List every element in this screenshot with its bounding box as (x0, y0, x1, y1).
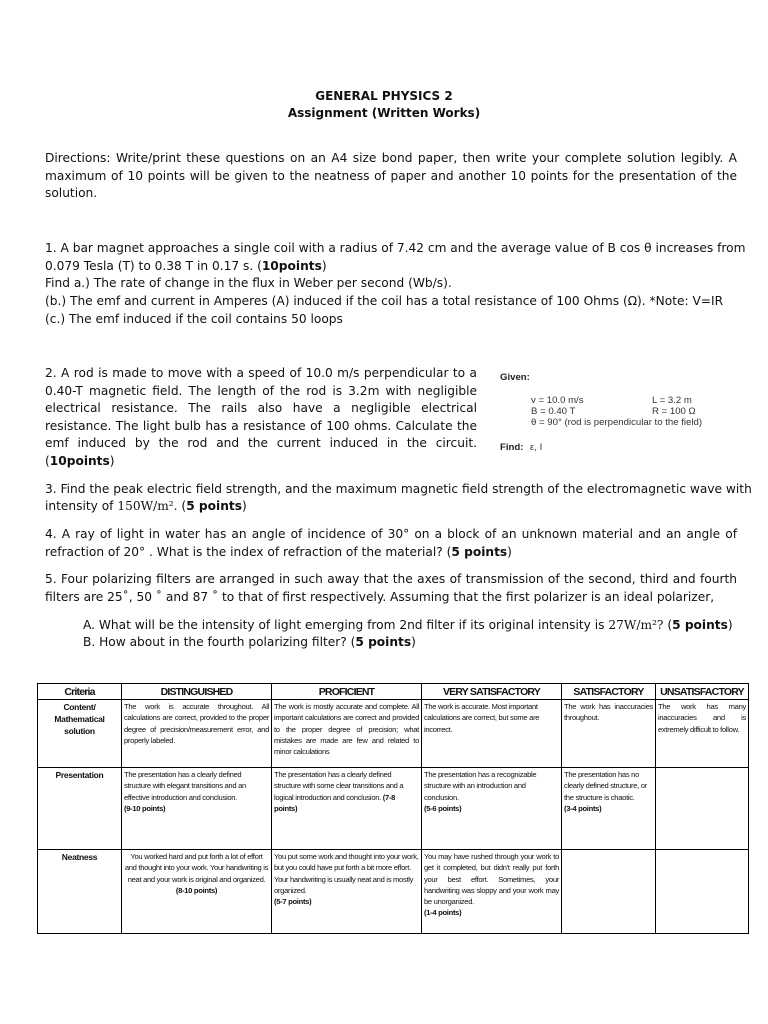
header-very-satisfactory: VERY SATISFACTORY (422, 684, 562, 700)
header-distinguished: DISTINGUISHED (122, 684, 272, 700)
q3-points: 5 points (186, 499, 242, 513)
cell-proficient: The presentation has a clearly defined structure with some clear transitions and a logical introduction and conclusion. (7-8 points) (272, 768, 422, 850)
given-B: B = 0.40 T (531, 406, 576, 417)
q5a-points: 5 points (672, 618, 728, 632)
q2-text: 2. A rod is made to move with a speed of 10.0 m/s perpendicular to a 0.40-T magnetic field. The length of the rod is 3.2m with negligible electrical resistance. The rails also have a negligible electrical resistance. The light bulb has a resistance of 100 ohms. Calculate the emf induced by the rod and the current induced in the circuit. (10points) (45, 366, 477, 468)
criteria-content: Content/ Mathematical solution (38, 700, 122, 768)
q3-line1: 3. Find the peak electric field strength, and the maximum magnetic field strength of the electromagnetic wave with (45, 482, 752, 496)
header-proficient: PROFICIENT (272, 684, 422, 700)
document-title: GENERAL PHYSICS 2 (315, 89, 453, 103)
header-satisfactory: SATISFACTORY (562, 684, 656, 700)
points-label: (8-10 points) (175, 885, 218, 895)
q1-line1: 1. A bar magnet approaches a single coil with a radius of 7.42 cm and the average value of B cos θ increases from (45, 241, 746, 255)
cell-satisfactory: The presentation has no clearly defined structure, or the structure is chaotic. (3-4 points) (562, 768, 656, 850)
criteria-neatness: Neatness (38, 850, 122, 934)
cell-proficient: The work is mostly accurate and complete. All important calculations are correct and provided to the proper degree of precision; what mistakes are made are few and related to minor calculations (272, 700, 422, 768)
q5-part-b: B. How about in the fourth polarizing filter? (5 points) (83, 635, 416, 649)
q1-points: 10points (261, 259, 322, 273)
rubric-table (37, 683, 749, 934)
points-label: (3-4 points) (564, 803, 602, 813)
cell-satisfactory (562, 850, 656, 934)
cell-very-satisfactory: The presentation has a recognizable structure with an introduction and conclusion. (5-6 points) (422, 768, 562, 850)
cell-proficient: You put some work and thought into your work, but you could have put forth a bit more effort. Your handwriting is usually neat and is mostly organized. (5-7 points) (272, 850, 422, 934)
q3-intensity: 150W/m². (117, 499, 178, 513)
criteria-presentation: Presentation (38, 768, 122, 850)
rubric-row-presentation (38, 768, 749, 850)
given-R: R = 100 Ω (652, 406, 696, 417)
points-label: (1-4 points) (424, 908, 462, 918)
cell-unsatisfactory: The work has many inaccuracies and is extremely difficult to follow. (656, 700, 749, 768)
rubric-row-neatness (38, 850, 749, 934)
points-label: (5-7 points) (274, 897, 312, 907)
cell-very-satisfactory: The work is accurate. Most important calculations are correct, but some are incorrect. (422, 700, 562, 768)
q5b-points: 5 points (355, 635, 412, 649)
rubric-row-content (38, 700, 749, 768)
cell-very-satisfactory: You may have rushed through your work to get it completed, but didn't really put forth your best effort. Sometimes, your handwriting was sloppy and your work may be unorganized. (1-4 points) (422, 850, 562, 934)
q3-line2: intensity of 150W/m². (5 points) (45, 499, 247, 513)
points-label: (5-6 points) (424, 803, 462, 813)
given-label: Given: (500, 372, 530, 383)
given-L: L = 3.2 m (652, 395, 692, 406)
q5-part-a: A. What will be the intensity of light emerging from 2nd filter if its original intensity is 27W/m²? (5 points) (83, 618, 733, 632)
directions: Directions: Write/print these questions on an A4 size bond paper, then write your complete solution legibly. A maximum of 10 points will be given to the neatness of paper and another 10 points for the presentation of the solution. (45, 151, 737, 200)
q1-part-c: (c.) The emf induced if the coil contains 50 loops (45, 312, 343, 326)
q2-given-box (494, 362, 742, 460)
points-label: (9-10 points) (124, 803, 166, 813)
header-unsatisfactory: UNSATISFACTORY (656, 684, 749, 700)
cell-unsatisfactory (656, 850, 749, 934)
q5-intensity: 27W/m²? (608, 618, 664, 632)
header-criteria: Criteria (38, 684, 122, 700)
q4-text: 4. A ray of light in water has an angle of incidence of 30° on a block of an unknown material and an angle of refraction of 20° . What is the index of refraction of the material? (5 points) (45, 527, 737, 559)
rubric-header-row (38, 684, 749, 700)
find-vars: ε, I (530, 442, 543, 453)
q2-points: 10points (49, 453, 110, 468)
find-label: Find: (500, 442, 524, 453)
cell-distinguished: The presentation has a clearly defined structure with elegant transitions and an effective introduction and conclusion. (9-10 points) (122, 768, 272, 850)
given-theta: θ = 90° (rod is perpendicular to the field) (531, 417, 703, 428)
given-v: v = 10.0 m/s (531, 395, 584, 406)
q5-text: 5. Four polarizing filters are arranged in such away that the axes of transmission of the second, third and fourth filters are 25˚, 50 ˚ and 87 ˚ to that of first respectively. Assuming that the first polarizer is an ideal polarizer, (45, 572, 737, 604)
cell-distinguished: The work is accurate throughout. All calculations are correct, provided to the proper degree of precision/measurement error, and properly labeled. (122, 700, 272, 768)
q1-part-b: (b.) The emf and current in Amperes (A) induced if the coil has a total resistance of 100 Ohms (Ω). *Note: V=IR (45, 294, 724, 308)
cell-distinguished: You worked hard and put forth a lot of effort and thought into your work. Your handwriting is neat and your work is original and organized. (8-10 points) (122, 850, 272, 934)
q1-find: Find a.) The rate of change in the flux in Weber per second (Wb/s). (45, 276, 452, 290)
cell-satisfactory: The work has inaccuracies throughout. (562, 700, 656, 768)
points-label: (7-8 points) (274, 792, 396, 813)
q1-line2: 0.079 Tesla (T) to 0.38 T in 0.17 s. (10points) (45, 259, 327, 273)
document-subtitle: Assignment (Written Works) (287, 106, 481, 120)
q4-points: 5 points (451, 544, 508, 559)
cell-unsatisfactory (656, 768, 749, 850)
